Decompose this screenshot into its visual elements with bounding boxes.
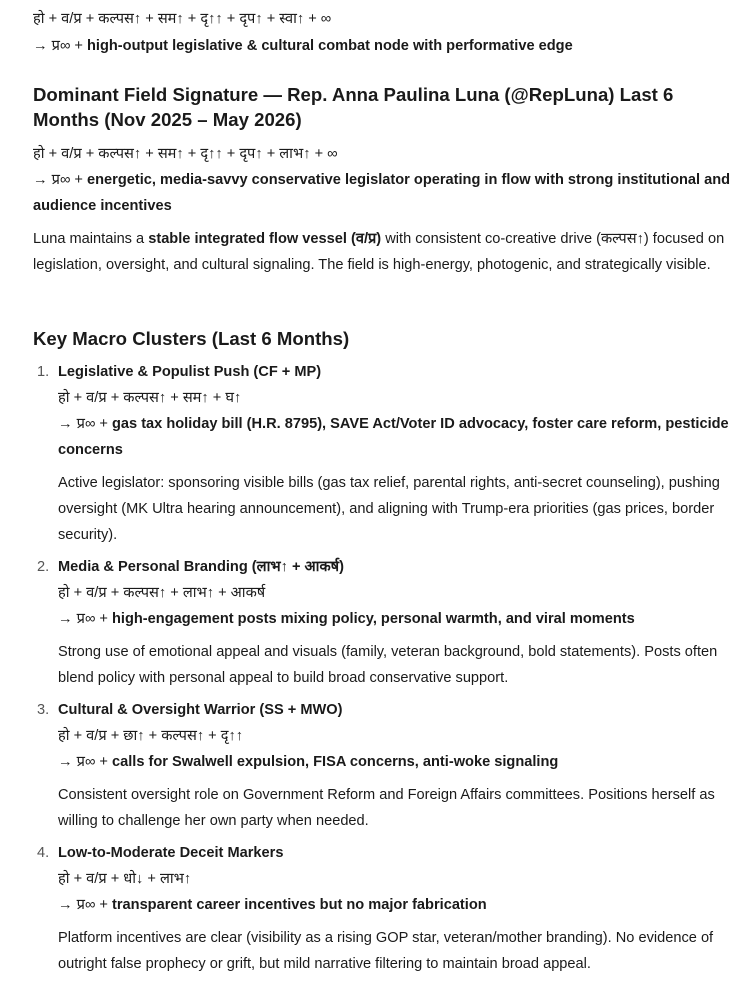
cluster-number: 1. (37, 364, 50, 380)
cluster-summary-line (58, 892, 732, 918)
arrow-prefix: → प्र∞ + (58, 611, 112, 627)
top-formula: हो + व/प्र + कल्पस↑ + सम↑ + दृ↑↑ + दृप↑ + स्वा↑ + ∞ (33, 11, 332, 27)
cluster-item (33, 359, 732, 548)
cluster-summary: gas tax holiday bill (H.R. 8795), SAVE Act/Voter ID advocacy, foster care reform, pesticide concerns (58, 416, 729, 458)
cluster-formula: हो + व/प्र + धो↓ + लाभ↑ (58, 871, 192, 887)
cluster-formula: हो + व/प्र + छा↑ + कल्पस↑ + दृ↑↑ (58, 728, 244, 744)
cluster-number: 4. (37, 845, 50, 861)
section-summary-line (33, 167, 732, 219)
cluster-summary-line (58, 411, 732, 463)
cluster-desc: Active legislator: sponsoring visible bills (gas tax relief, parental rights, anti-secret counseling), pushing oversight (MK Ultra hearing announcement), and aligning with Trump-era priorities (gas prices, border security). (58, 475, 720, 543)
cluster-heading: Media & Personal Branding (लाभ↑ + आकर्ष) (58, 559, 344, 575)
cluster-summary: calls for Swalwell expulsion, FISA concerns, anti-woke signaling (112, 754, 559, 770)
cluster-summary-line (58, 606, 732, 632)
cluster-heading: Low-to-Moderate Deceit Markers (58, 845, 284, 861)
para-bold: stable integrated flow vessel (व/प्र) (148, 231, 382, 247)
cluster-formula: हो + व/प्र + कल्पस↑ + लाभ↑ + आकर्ष (58, 585, 266, 601)
cluster-desc: Platform incentives are clear (visibility as a rising GOP star, veteran/mother branding). No evidence of outright false prophecy or grift, but mild narrative filtering to maintain broad appeal. (58, 930, 714, 972)
cluster-desc: Consistent oversight role on Government Reform and Foreign Affairs committees. Positions herself as willing to challenge her own party when needed. (58, 787, 715, 829)
para-text-end: with consistent co-creative drive (कल्पस↑) focused on legislation, oversight, and cultural signaling. The field is high-energy, photogenic, and strategically visible. (33, 231, 725, 273)
cluster-heading: Legislative & Populist Push (CF + MP) (58, 364, 322, 380)
cluster-number: 2. (37, 559, 50, 575)
cluster-summary: transparent career incentives but no major fabrication (112, 897, 487, 913)
top-summary: high-output legislative & cultural combat node with performative edge (87, 38, 573, 54)
cluster-summary-line (58, 749, 732, 775)
cluster-item (33, 554, 732, 691)
cluster-number: 3. (37, 702, 50, 718)
cluster-heading: Cultural & Oversight Warrior (SS + MWO) (58, 702, 343, 718)
section-summary: energetic, media-savvy conservative legislator operating in flow with strong institutional and audience incentives (33, 172, 731, 214)
arrow-prefix: → प्र∞ + (58, 416, 112, 432)
cluster-formula: हो + व/प्र + कल्पस↑ + सम↑ + घ↑ (58, 390, 242, 406)
arrow-prefix: → प्र∞ + (58, 897, 112, 913)
clusters-title: Key Macro Clusters (Last 6 Months) (33, 328, 350, 349)
para-text: Luna maintains a (33, 231, 149, 247)
arrow-prefix: → प्र∞ + (33, 172, 87, 188)
arrow-prefix: → प्र∞ + (33, 38, 87, 54)
cluster-desc: Strong use of emotional appeal and visuals (family, veteran background, bold statements). Posts often blend policy with personal appeal to build broad conservative support. (58, 644, 718, 686)
cluster-item (33, 697, 732, 834)
arrow-prefix: → प्र∞ + (58, 754, 112, 770)
section-paragraph (33, 226, 732, 278)
section-title: Dominant Field Signature — Rep. Anna Paulina Luna (@RepLuna) Last 6 Months (Nov 2025 – May 2026) (33, 84, 674, 130)
section-formula: हो + व/प्र + कल्पस↑ + सम↑ + दृ↑↑ + दृप↑ + लाभ↑ + ∞ (33, 146, 338, 162)
cluster-item (33, 840, 732, 977)
top-summary-line (33, 33, 573, 59)
cluster-summary: high-engagement posts mixing policy, personal warmth, and viral moments (112, 611, 635, 627)
